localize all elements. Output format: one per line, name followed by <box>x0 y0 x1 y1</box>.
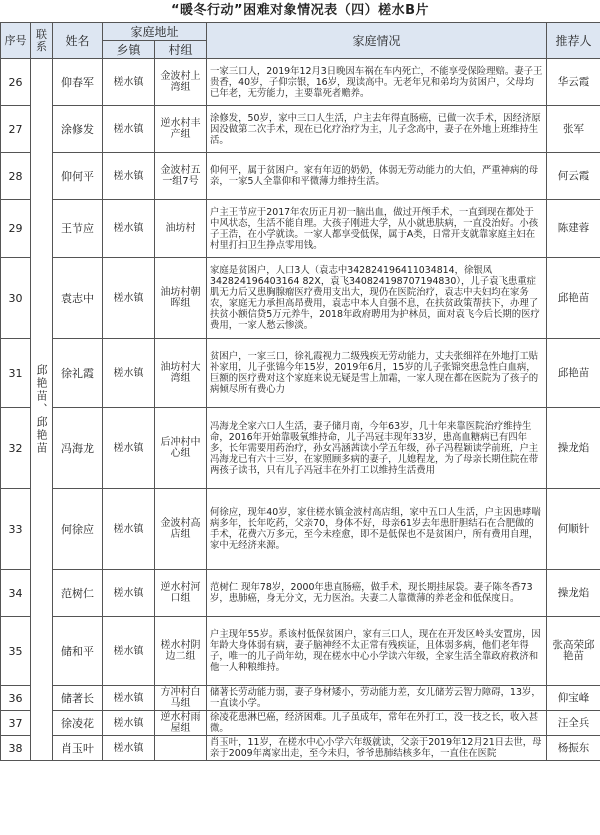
family-situation: 冯海龙全家六口人生活，妻子储月南，今年63岁，几十年来靠医院治疗维持生命，2016年开始靠吸氧维持命，儿子冯冠丰现年33岁，患高血糖病已有四年多，长年需要用药治疗，孙女冯涵茜读小学五年级，孙子冯程颖读学前班，户主冯海龙已有六十三岁，在家照顾多病的妻子，儿媳程龙，为了母亲长期住院在带两孩子读书，只有儿子冯冠丰在外打工以维持生活费用 <box>207 408 547 489</box>
row-number: 26 <box>1 59 31 106</box>
township: 槎水镇 <box>103 153 155 200</box>
person-name: 储著长 <box>53 686 103 711</box>
row-number: 37 <box>1 711 31 736</box>
village: 油坊村 <box>155 200 207 258</box>
row-number: 38 <box>1 736 31 761</box>
referrer: 操龙焰 <box>547 408 600 489</box>
referrer: 操龙焰 <box>547 570 600 617</box>
township: 槎水镇 <box>103 339 155 408</box>
person-name: 徐礼霞 <box>53 339 103 408</box>
table-row <box>1 711 600 736</box>
township: 槎水镇 <box>103 106 155 153</box>
village: 金波村上湾组 <box>155 59 207 106</box>
village: 方冲村白马组 <box>155 686 207 711</box>
row-number: 30 <box>1 258 31 339</box>
referrer: 陈建蓉 <box>547 200 600 258</box>
person-name: 仰春军 <box>53 59 103 106</box>
header-address: 家庭地址 <box>103 23 207 41</box>
referrer: 何云霞 <box>547 153 600 200</box>
township: 槎水镇 <box>103 570 155 617</box>
village <box>155 736 207 761</box>
row-number: 31 <box>1 339 31 408</box>
referrer: 杨振东 <box>547 736 600 761</box>
township: 槎水镇 <box>103 489 155 570</box>
township: 槎水镇 <box>103 736 155 761</box>
table-row <box>1 489 600 570</box>
person-name: 何徐应 <box>53 489 103 570</box>
township: 槎水镇 <box>103 408 155 489</box>
header-contact: 联系 <box>31 23 53 59</box>
referrer: 张军 <box>547 106 600 153</box>
table-row <box>1 200 600 258</box>
page-title: “暖冬行动”困难对象情况表（四）槎水B片 <box>171 3 429 18</box>
township: 槎水镇 <box>103 686 155 711</box>
family-situation: 徐凌花患淋巴癌，经济困难。儿子虽成年，常年在外打工，没一技之长，收入甚微。 <box>207 711 547 736</box>
row-number: 36 <box>1 686 31 711</box>
township: 槎水镇 <box>103 258 155 339</box>
table-row <box>1 258 600 339</box>
person-name: 肖玉叶 <box>53 736 103 761</box>
referrer: 何顺针 <box>547 489 600 570</box>
referrer: 邱艳苗 <box>547 258 600 339</box>
table-row <box>1 736 600 761</box>
family-situation: 涂修发，50岁，家中三口人生活，户主去年得直肠癌，已做一次手术，因经济原因没做第二次手术，现在已化疗治疗为主，儿子念高中，妻子在外地上班维持生活。 <box>207 106 547 153</box>
header-name: 姓名 <box>53 23 103 59</box>
table-row <box>1 59 600 106</box>
family-situation: 户主现年55岁。系该村低保贫困户，家有三口人，现在在开发区岭头安置房，因年龄大身体弱有病，妻子脑神经不太正常有残疾证，且体弱多病，他们老年得子，唯一的儿子尚年幼，现在槎水中心小学读六年级，全家生活全靠政府救济和他一人种粮维持。 <box>207 617 547 686</box>
referrer: 华云霞 <box>547 59 600 106</box>
township: 槎水镇 <box>103 617 155 686</box>
table-row <box>1 339 600 408</box>
table-row <box>1 153 600 200</box>
contact-person: 邱艳苗、邱艳苗 <box>31 59 53 761</box>
row-number: 32 <box>1 408 31 489</box>
row-number: 34 <box>1 570 31 617</box>
referrer: 邱艳苗 <box>547 339 600 408</box>
referrer: 仰宝峰 <box>547 686 600 711</box>
village: 逆水村雨屋组 <box>155 711 207 736</box>
table-row <box>1 408 600 489</box>
header-township: 乡镇 <box>103 41 155 59</box>
village: 逆水村河口组 <box>155 570 207 617</box>
row-number: 27 <box>1 106 31 153</box>
person-name: 涂修发 <box>53 106 103 153</box>
row-number: 29 <box>1 200 31 258</box>
village: 后冲村中心组 <box>155 408 207 489</box>
person-name: 储和平 <box>53 617 103 686</box>
township: 槎水镇 <box>103 200 155 258</box>
village: 金波村五一组7号 <box>155 153 207 200</box>
table-row <box>1 106 600 153</box>
person-name: 王节应 <box>53 200 103 258</box>
village: 金波村高店组 <box>155 489 207 570</box>
family-situation: 储著长劳动能力弱，妻子身材矮小，劳动能力差，女儿储芳云智力障碍，13岁，一直读小学。 <box>207 686 547 711</box>
referrer: 汪全兵 <box>547 711 600 736</box>
family-situation: 仰何平，属于贫困户。家有年迈的奶奶，体弱无劳动能力的大伯，严重神病的母亲，一家5人全靠仰和平微薄力维持生活。 <box>207 153 547 200</box>
person-name: 冯海龙 <box>53 408 103 489</box>
header-situation: 家庭情况 <box>207 23 547 59</box>
family-situation: 一家三口人，2019年12月3日晚因车祸在车内死亡，不能享受保险理赔。妻子王贵香，40岁，子仰宗银，16岁，现读高中。无老年兄和弟均为贫困户，父母均已年老，无劳能力，主要靠死者赡养。 <box>207 59 547 106</box>
header-referrer: 推荐人 <box>547 23 600 59</box>
referrer: 张高荣邱艳苗 <box>547 617 600 686</box>
table-row <box>1 570 600 617</box>
row-number: 33 <box>1 489 31 570</box>
row-number: 28 <box>1 153 31 200</box>
person-name: 徐凌花 <box>53 711 103 736</box>
family-situation: 范树仁 现年78岁，2000年患直肠癌，做手术，现长期挂尿袋。妻子陈冬香73岁，患肺癌，身无分文，无力医治。夫妻二人靠微薄的养老金和低保度日。 <box>207 570 547 617</box>
family-situation: 家庭是贫困户，人口3人（袁志中342824196411034814，徐银凤342824196403164 82X，袁飞340824198707194830），儿子袁飞患重症肌无力后又患胸腺瘤医疗费用支出大，现仍在医院治疗，袁志中夫妇均在家务农，家庭无力承担高昂费用，袁志中本人自强不息，在扶贫政策帮扶下，办理了扶贫小额信贷5万元养牛，2018年政府聘用为护林员，面对袁飞今后长期的医疗费用，一家人愁云惨淡。 <box>207 258 547 339</box>
records-table <box>0 22 600 761</box>
table-row <box>1 617 600 686</box>
table-body <box>1 59 600 761</box>
village: 油坊村朝晖组 <box>155 258 207 339</box>
header-seq: 序号 <box>1 23 31 59</box>
family-situation: 户主王节应于2017年农历正月初一脑出血，做过开颅手术，一直到现在都处于中风状态，生活不能自理。大孩子刚进大学，从小就患肤病，一直没治好。小孩子王浩，在小学就读。一家人都享受低保，属于A类，日常开支就靠家庭主妇在村里打扫卫生挣点零用钱。 <box>207 200 547 258</box>
person-name: 仰何平 <box>53 153 103 200</box>
table-header <box>1 23 600 59</box>
row-number: 35 <box>1 617 31 686</box>
township: 槎水镇 <box>103 711 155 736</box>
family-situation: 贫困户，一家三口，徐礼霞视力二级残疾无劳动能力，丈夫张细祥在外地打工贴补家用，儿子张锦今年15岁，2019年6月，15岁的儿子张锦突患急性白血病，巨额的医疗费对这个家庭来说无疑是雪上加霜，一家人现在都在医院为了孩子的病倾尽所有费心力 <box>207 339 547 408</box>
village: 逆水村丰产组 <box>155 106 207 153</box>
township: 槎水镇 <box>103 59 155 106</box>
table-row <box>1 686 600 711</box>
person-name: 袁志中 <box>53 258 103 339</box>
village: 槎水村阴边二组 <box>155 617 207 686</box>
header-village: 村组 <box>155 41 207 59</box>
family-situation: 肖玉叶，11岁，在槎水中心小学六年级就读，父亲于2019年12月21日去世，母亲于2009年离家出走，至今未归，爷爷患肺结核多年，一直住在医院 <box>207 736 547 761</box>
village: 油坊村大湾组 <box>155 339 207 408</box>
person-name: 范树仁 <box>53 570 103 617</box>
family-situation: 何徐应，现年40岁，家住槎水镇金波村高店组，家中五口人生活，户主因患哮喘病多年，长年吃药，父亲70，身体不好，母亲61岁去年患肝胆结石在合肥做的手术，花费六万多元，至今未痊愈，即不是低保也不是贫困户，所有费用自理，家中无经济来源。 <box>207 489 547 570</box>
